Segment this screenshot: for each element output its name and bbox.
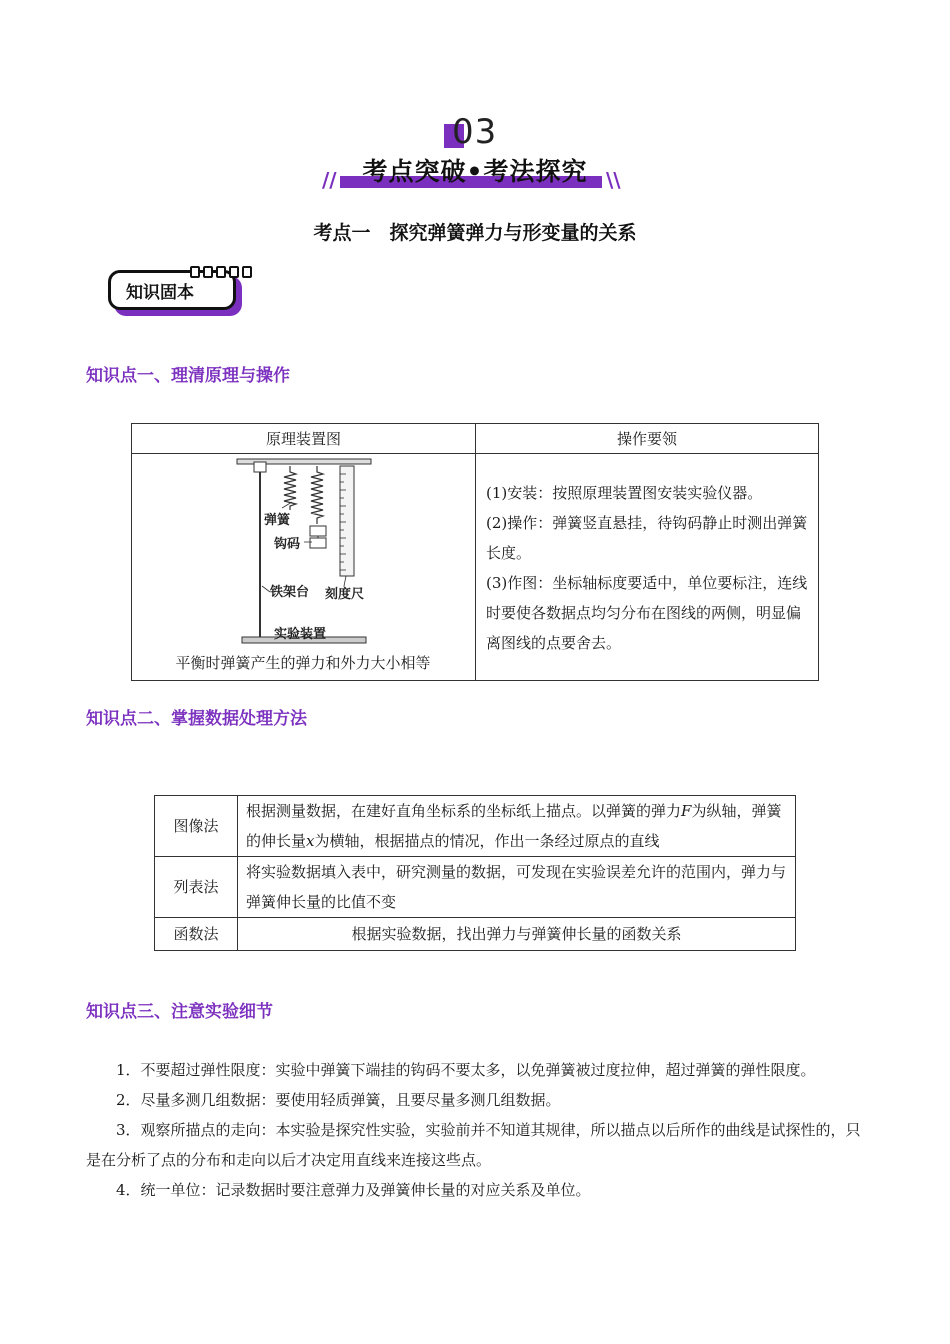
topic-title: 考点一 探究弹簧弹力与形变量的关系 <box>313 222 637 244</box>
kp2-heading: 知识点二、掌握数据处理方法 <box>86 709 307 729</box>
op-operate: (2)操作：弹簧竖直悬挂，待钩码静止时测出弹簧长度。 <box>486 514 808 562</box>
list-item: 3．观察所描点的走向：本实验是探究性实验，实验前并不知道其规律，所以描点以后所作的曲线是试探性的，只是在分析了点的分布和走向以后才决定用直线来连接这些点。 <box>86 1121 861 1169</box>
method-desc: 根据测量数据，在建好直角坐标系的坐标纸上描点。以弹簧的弹力F为纵轴，弹簧的伸长量x为横轴，根据描点的情况，作出一条经过原点的直线 <box>238 796 796 857</box>
spring-label: 弹簧 <box>264 513 291 528</box>
figure-caption: 实验装置 <box>274 627 327 642</box>
data-methods-table <box>154 795 796 951</box>
apparatus-diagram <box>132 454 475 680</box>
list-item: 1．不要超过弹性限度：实验中弹簧下端挂的钩码不要太多，以免弹簧被过度拉伸，超过弹簧的弹性限度。 <box>116 1061 816 1079</box>
col-header-principle: 原理装置图 <box>132 424 476 454</box>
table-row <box>155 857 796 918</box>
section-title: 考点突破•考法探究 <box>362 157 588 186</box>
table-row <box>155 796 796 857</box>
list-item: 2．尽量多测几组数据：要使用轻质弹簧，且要尽量多测几组数据。 <box>116 1091 561 1109</box>
left-slash-decoration: // <box>322 168 337 192</box>
operations-cell <box>476 454 819 681</box>
section-header <box>0 112 950 192</box>
method-name: 图像法 <box>155 796 238 857</box>
list-item: 4．统一单位：记录数据时要注意弹力及弹簧伸长量的对应关系及单位。 <box>116 1181 591 1199</box>
table-row <box>155 918 796 951</box>
right-slash-decoration: \\ <box>606 168 621 192</box>
op-install: (1)安装：按照原理装置图安装实验仪器。 <box>486 484 763 502</box>
kp3-heading: 知识点三、注意实验细节 <box>86 1002 273 1022</box>
op-plot: (3)作图：坐标轴标度要适中，单位要标注，连线时要使各数据点均匀分布在图线的两侧，明显偏离图线的点要舍去。 <box>486 574 808 652</box>
principle-table <box>131 423 819 681</box>
stand-label: 铁架台 <box>270 585 310 600</box>
method-desc: 将实验数据填入表中，研究测量的数据，可发现在实验误差允许的范围内，弹力与弹簧伸长量的比值不变 <box>238 857 796 918</box>
knowledge-badge <box>108 270 242 316</box>
details-list <box>86 1055 862 1205</box>
apparatus-cell <box>132 454 476 681</box>
kp1-heading: 知识点一、理清原理与操作 <box>86 366 290 386</box>
section-number: 03 <box>452 112 498 152</box>
method-name: 列表法 <box>155 857 238 918</box>
method-name: 函数法 <box>155 918 238 951</box>
badge-label: 知识固本 <box>126 283 194 303</box>
ruler-label: 刻度尺 <box>325 587 365 602</box>
weight-label: 钩码 <box>274 537 301 552</box>
method-desc: 根据实验数据，找出弹力与弹簧伸长量的函数关系 <box>238 918 796 951</box>
notebook-rings-icon <box>190 266 252 278</box>
principle-text: 平衡时弹簧产生的弹力和外力大小相等 <box>175 654 431 672</box>
col-header-operations: 操作要领 <box>476 424 819 454</box>
